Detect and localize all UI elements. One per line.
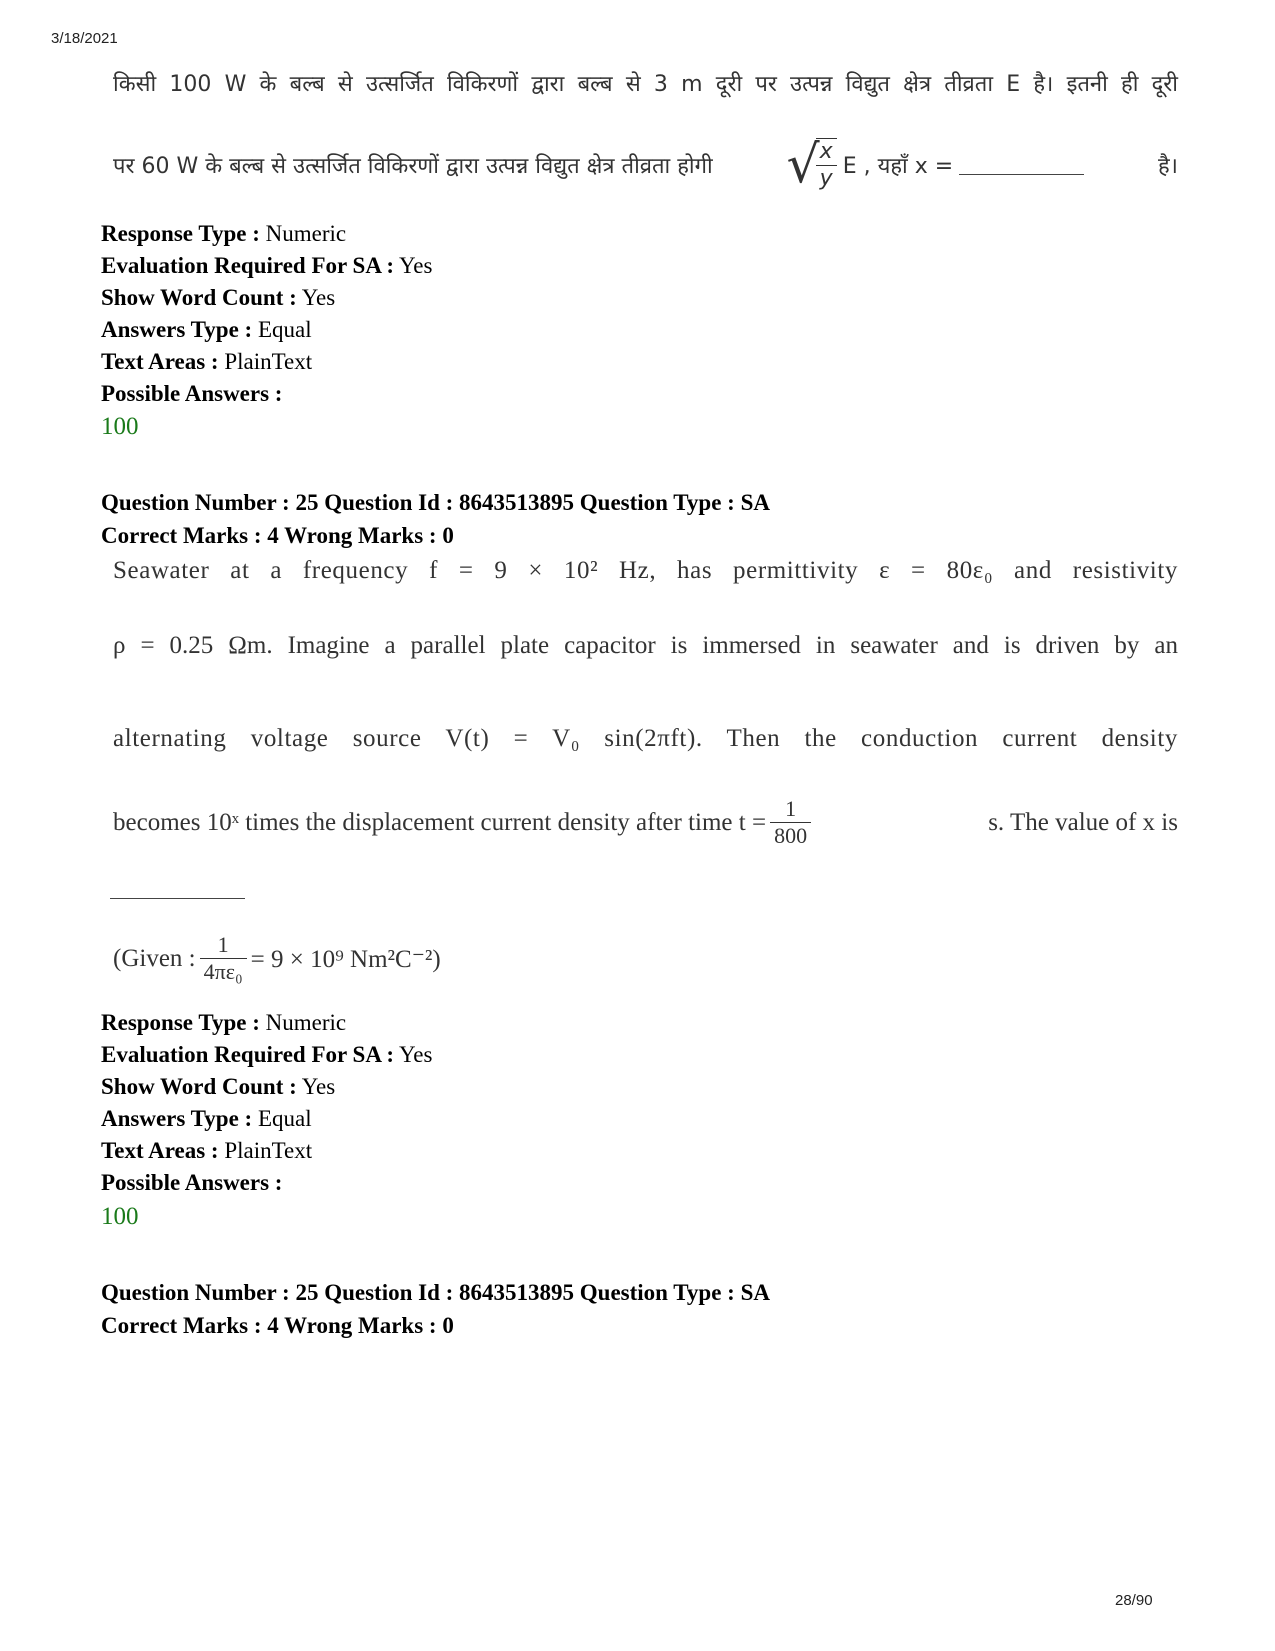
meta-row: Text Areas : PlainText <box>101 349 313 374</box>
question-header: Question Number : 25 Question Id : 8643513895 Question Type : SA <box>101 1280 770 1305</box>
meta-row: Show Word Count : Yes <box>101 1074 336 1099</box>
meta-block <box>101 218 432 410</box>
sqrt-symbol: √ $\frac{x}{y}$ <box>787 138 837 192</box>
question-text-segment: becomes 10ˣ times the displacement current density after time t = <box>113 808 767 836</box>
time-fraction: $\frac{1}{800}$ <box>770 796 811 849</box>
answer-blank <box>959 156 1084 175</box>
question-text-segment: है। <box>1157 154 1178 179</box>
meta-row: Response Type : Numeric <box>101 1010 347 1035</box>
meta-row: Answers Type : Equal <box>101 317 312 342</box>
meta-row: Evaluation Required For SA : Yes <box>101 1042 433 1067</box>
frac-numerator: x <box>816 139 837 166</box>
given-fraction: $\frac{1}{\text{4πε₀}}$ <box>200 932 247 985</box>
meta-row: Answers Type : Equal <box>101 1106 312 1131</box>
question-text-segment: पर 60 W के बल्ब से उत्सर्जित विकिरणों द्वारा उत्पन्न विद्युत क्षेत्र तीव्रता होगी <box>113 154 713 179</box>
question-header: Question Number : 25 Question Id : 8643513895 Question Type : SA <box>101 490 770 515</box>
possible-answer: 100 <box>101 1203 139 1230</box>
frac-denominator: y <box>819 166 833 191</box>
question-text-line: alternating voltage source V(t) = V₀ sin(2πft). Then the conduction current density <box>113 725 1178 752</box>
meta-row: Text Areas : PlainText <box>101 1138 313 1163</box>
question-text-line <box>113 135 1178 195</box>
meta-row: Evaluation Required For SA : Yes <box>101 253 433 278</box>
meta-row: Possible Answers : <box>101 381 283 406</box>
question-text-segment: E , यहाँ x = <box>842 154 954 179</box>
meta-row: Response Type : Numeric <box>101 221 347 246</box>
question-text-line: किसी 100 W के बल्ब से उत्सर्जित विकिरणों द्वारा बल्ब से 3 m दूरी पर उत्पन्न विद्युत क्षेत्र तीव्रता E है। इतनी ही दूरी <box>113 72 1178 97</box>
given-suffix: = 9 × 10⁹ Nm²C⁻²) <box>250 945 441 973</box>
given-prefix: (Given : <box>113 944 196 972</box>
meta-block <box>101 1007 432 1199</box>
question-text-line: ρ = 0.25 Ωm. Imagine a parallel plate capacitor is immersed in seawater and is driven by an <box>113 632 1178 659</box>
question-text-segment: s. The value of x is <box>988 808 1178 836</box>
answer-blank <box>110 880 245 899</box>
question-marks: Correct Marks : 4 Wrong Marks : 0 <box>101 1313 454 1338</box>
meta-row: Show Word Count : Yes <box>101 285 336 310</box>
possible-answer: 100 <box>101 413 139 440</box>
sqrt-expression <box>786 135 1085 195</box>
meta-row: Possible Answers : <box>101 1170 283 1195</box>
question-text-line <box>113 796 1178 849</box>
question-marks: Correct Marks : 4 Wrong Marks : 0 <box>101 523 454 548</box>
page-number: 28/90 <box>1115 1592 1153 1609</box>
question-text-line: Seawater at a frequency f = 9 × 10² Hz, has permittivity ε = 80ε₀ and resistivity <box>113 557 1178 584</box>
print-date: 3/18/2021 <box>51 30 118 47</box>
given-line <box>113 932 1178 985</box>
